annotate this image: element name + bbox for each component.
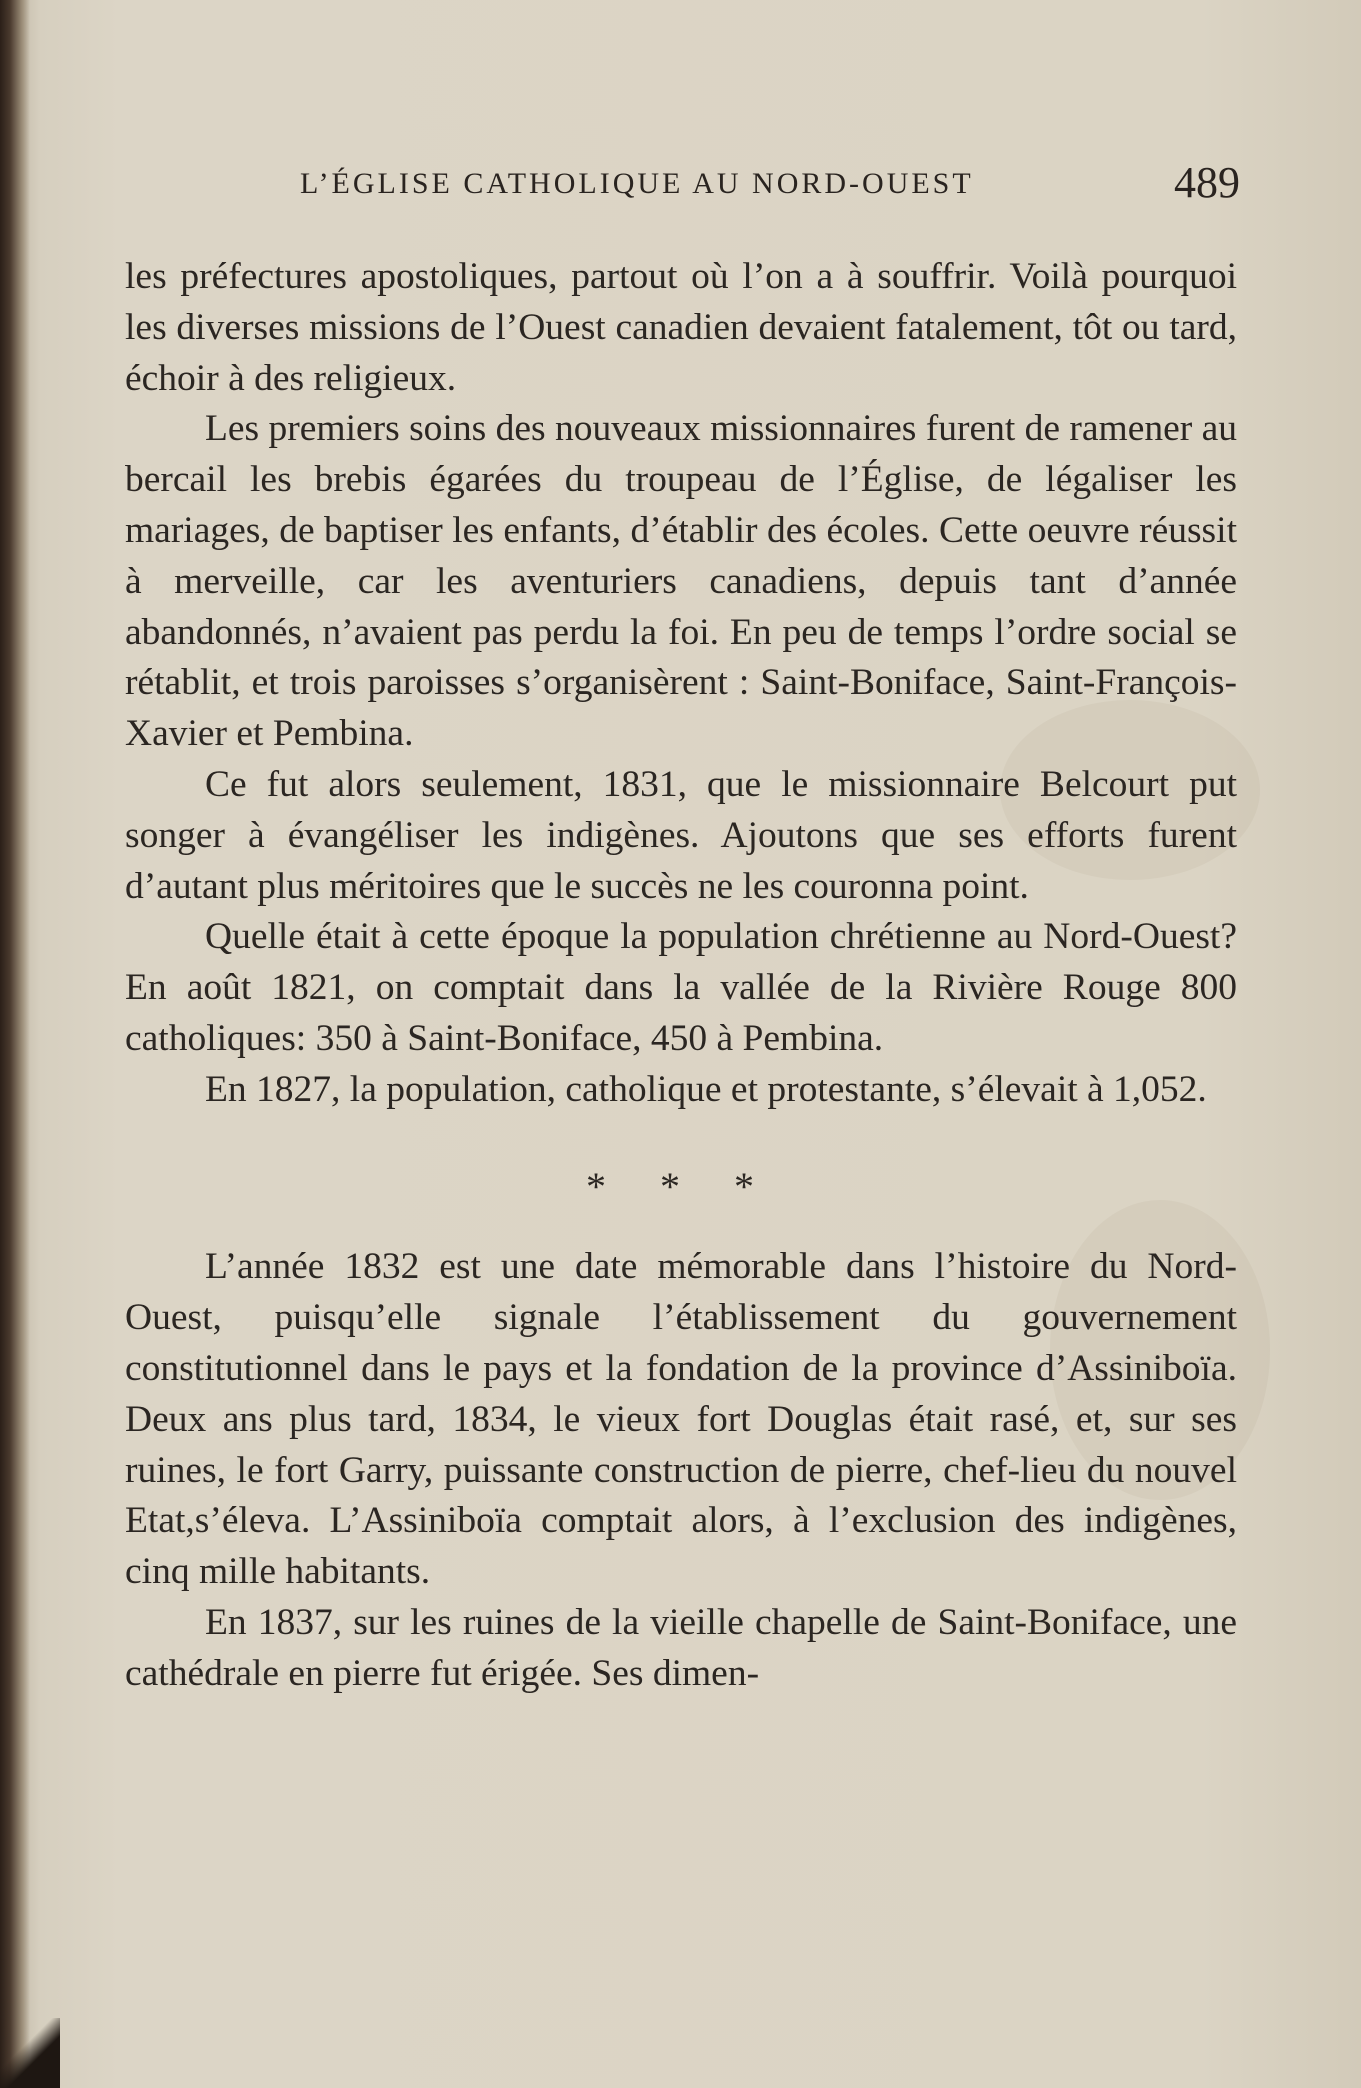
paragraph: En 1837, sur les ruines de la vieille chapelle de Saint-Boniface, une cathédrale en pierre fut érigée. Ses dimen- — [125, 1601, 1237, 1694]
body-text — [125, 252, 1237, 1700]
paragraph: En 1827, la population, catholique et protestante, s’élevait à 1,052. — [205, 1068, 1207, 1110]
section-separator: * * * — [586, 1163, 776, 1209]
book-spine — [0, 0, 30, 2088]
page-header — [300, 155, 1240, 215]
paragraph: les préfectures apostoliques, partout où l’on a à souffrir. Voilà pourquoi les diverses missions de l’Ouest canadien devaient fatalement, tôt ou tard, échoir à des religieux. — [125, 256, 1237, 399]
paragraph: Quelle était à cette époque la population chrétienne au Nord-Ouest? En août 1821, on comptait dans la vallée de la Rivière Rouge 800 catholiques: 350 à Saint-Boniface, 450 à Pembina. — [125, 916, 1237, 1059]
paragraph: L’année 1832 est une date mémorable dans l’histoire du Nord-Ouest, puisqu’elle signale l’établissement du gouvernement constitutionnel dans le pays et la fondation de la province d’Assiniboïa. Deux ans plus tard, 1834, le vieux fort Douglas était rasé, et, sur ses ruines, le fort Garry, puissante construction de pierre, chef-lieu du nouvel Etat,s’éleva. L’Assiniboïa comptait alors, à l’exclusion des indigènes, cinq mille habitants. — [125, 1246, 1237, 1593]
running-head: L’ÉGLISE CATHOLIQUE AU NORD-OUEST — [300, 167, 974, 200]
page-number: 489 — [1174, 158, 1240, 207]
paragraph: Les premiers soins des nouveaux missionnaires furent de ramener au bercail les brebis égarées du troupeau de l’Église, de légaliser les mariages, de baptiser les enfants, d’établir des écoles. Cette oeuvre réussit à merveille, car les aventuriers canadiens, depuis tant d’année abandonnés, n’avaient pas perdu la foi. En peu de temps l’ordre social se rétablit, et trois paroisses s’organisèrent : Saint-Boniface, Saint-François-Xavier et Pembina. — [125, 408, 1237, 755]
page-corner-shadow — [0, 2018, 60, 2088]
paragraph: Ce fut alors seulement, 1831, que le missionnaire Belcourt put songer à évangéliser les indigènes. Ajoutons que ses efforts furent d’autant plus méritoires que le succès ne les couronna point. — [125, 763, 1237, 907]
